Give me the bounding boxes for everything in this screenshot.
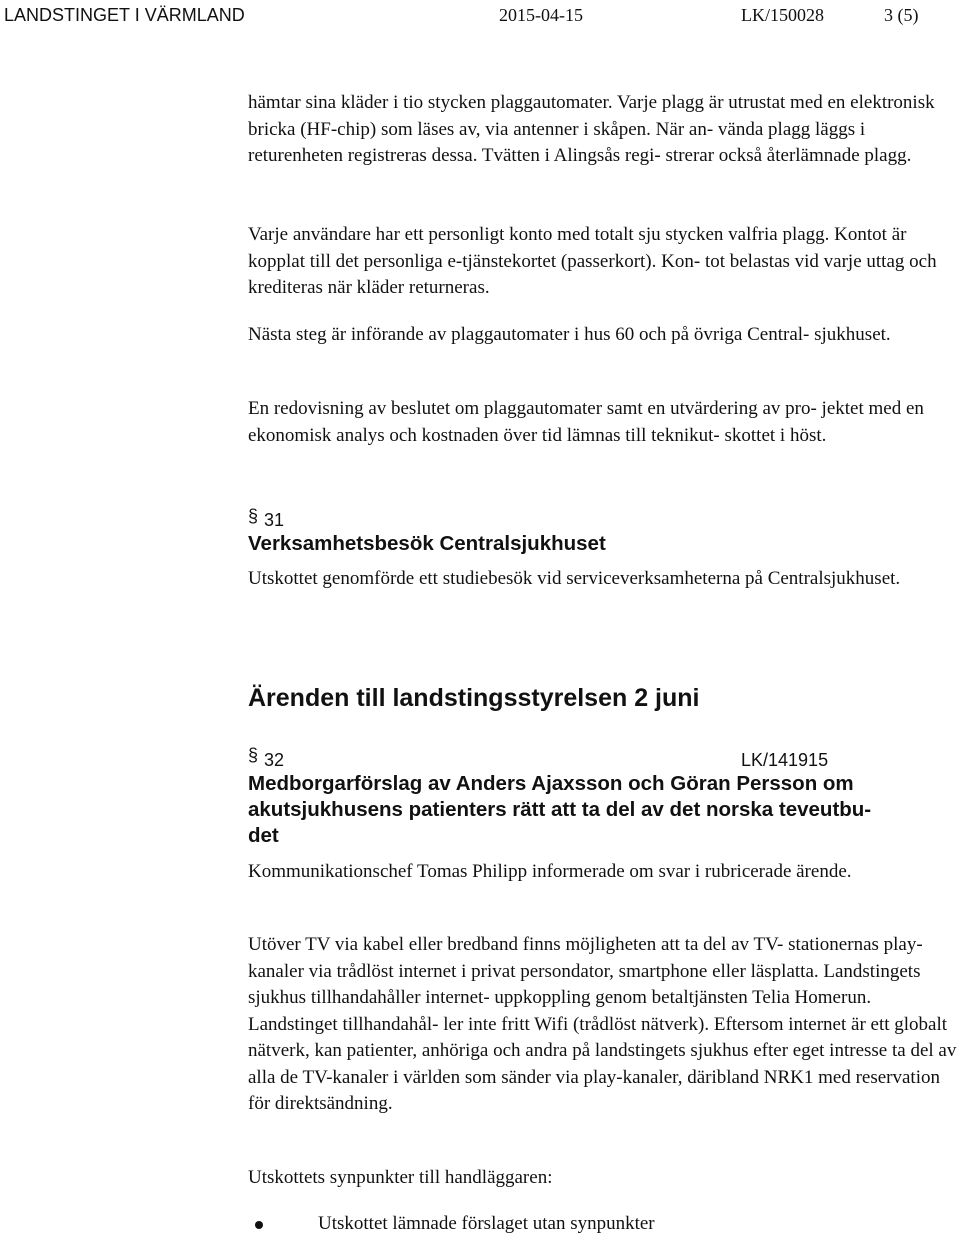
section-mark: § [248, 745, 259, 765]
paragraph [248, 396, 960, 449]
header-reference: LK/150028 [741, 5, 824, 25]
text-line: sjukhuset. [814, 324, 891, 345]
section-title-line: det [248, 824, 279, 847]
text-line: Kommunikationschef Tomas Philipp informerade om svar i rubricerade [248, 861, 792, 882]
text-line: stationernas play-kanaler via trådlöst internet i privat persondator, [248, 934, 923, 982]
text-line: ärende. [796, 861, 852, 882]
text-line: en elektronisk bricka (HF-chip) som läses av, via antenner i skåpen. När an- [248, 92, 935, 140]
text-line: ta del av alla de TV-kanaler i världen som sänder via play-kanaler, däribland [248, 1040, 957, 1088]
text-line: tot belastas vid varje uttag och krediteras när kläder returneras. [248, 250, 937, 298]
section-number: 31 [264, 510, 285, 530]
text-line: Nästa steg är införande av plaggautomater i hus 60 och på övriga Central- [248, 324, 810, 345]
section-number: 32 [264, 750, 285, 770]
section-title: Verksamhetsbesök Centralsjukhuset [248, 532, 606, 555]
text-line: ler inte fritt Wifi (trådlöst nätverk). Eftersom internet är ett globalt nätverk, [248, 1013, 948, 1061]
paragraph [248, 566, 960, 593]
text-line: strerar också återlämnade plagg. [665, 145, 912, 166]
paragraph [248, 859, 960, 886]
text-line: vända plagg läggs i returenheten registreras dessa. Tvätten i Alingsås regi- [248, 118, 866, 166]
section-title-line: akutsjukhusens patienters rätt att ta del av det norska teveutbu- [248, 798, 872, 821]
paragraph [248, 222, 960, 302]
text-line: uppkoppling genom betaltjänsten Telia Homerun. Landstinget tillhandahål- [248, 987, 872, 1035]
bullet-item: Utskottet lämnade förslaget utan synpunkter [318, 1213, 655, 1234]
section-title-line: Medborgarförslag av Anders Ajaxsson och Göran Persson om [248, 772, 854, 795]
text-line: NRK1 med reservation för direktsändning. [248, 1066, 940, 1114]
text-line: Centralsjukhuset. [767, 568, 901, 589]
header-date: 2015-04-15 [499, 5, 583, 25]
text-line: Utskottet genomförde ett studiebesök vid serviceverksamheterna på [248, 568, 763, 589]
text-line: En redovisning av beslutet om plaggautomater samt en utvärdering av pro- [248, 398, 817, 419]
paragraph [248, 932, 960, 1118]
text-line: kan patienter, anhöriga och andra på landstingets sjukhus efter eget intresse [314, 1040, 888, 1061]
paragraph [248, 1165, 960, 1192]
bullet-icon [255, 1221, 263, 1229]
text-line: Utskottets synpunkter till handläggaren: [248, 1167, 553, 1188]
text-line: Varje användare har ett personligt konto med totalt sju stycken valfria [248, 224, 778, 245]
section-reference: LK/141915 [741, 750, 829, 770]
text-line: hämtar sina kläder i tio stycken plaggautomater. Varje plagg är utrustat med [248, 92, 823, 113]
header-page-number: 3 (5) [884, 5, 919, 25]
paragraph [248, 322, 960, 349]
paragraph [248, 90, 960, 170]
text-line: skottet i höst. [724, 424, 827, 446]
text-line: smartphone eller läsplatta. Landstingets sjukhus tillhandahåller internet- [248, 960, 921, 1008]
page-heading: Ärenden till landstingsstyrelsen 2 juni [248, 684, 700, 712]
section-mark: § [248, 506, 259, 526]
header-organization: LANDSTINGET I VÄRMLAND [4, 5, 245, 25]
text-line: jektet med en ekonomisk analys och kostnaden över tid lämnas till teknikut- [248, 398, 924, 446]
text-line: plagg. Kontot är kopplat till det personliga e-tjänstekortet (passerkort). Kon- [248, 224, 907, 272]
text-line: Utöver TV via kabel eller bredband finns möjligheten att ta del av TV- [248, 934, 784, 955]
